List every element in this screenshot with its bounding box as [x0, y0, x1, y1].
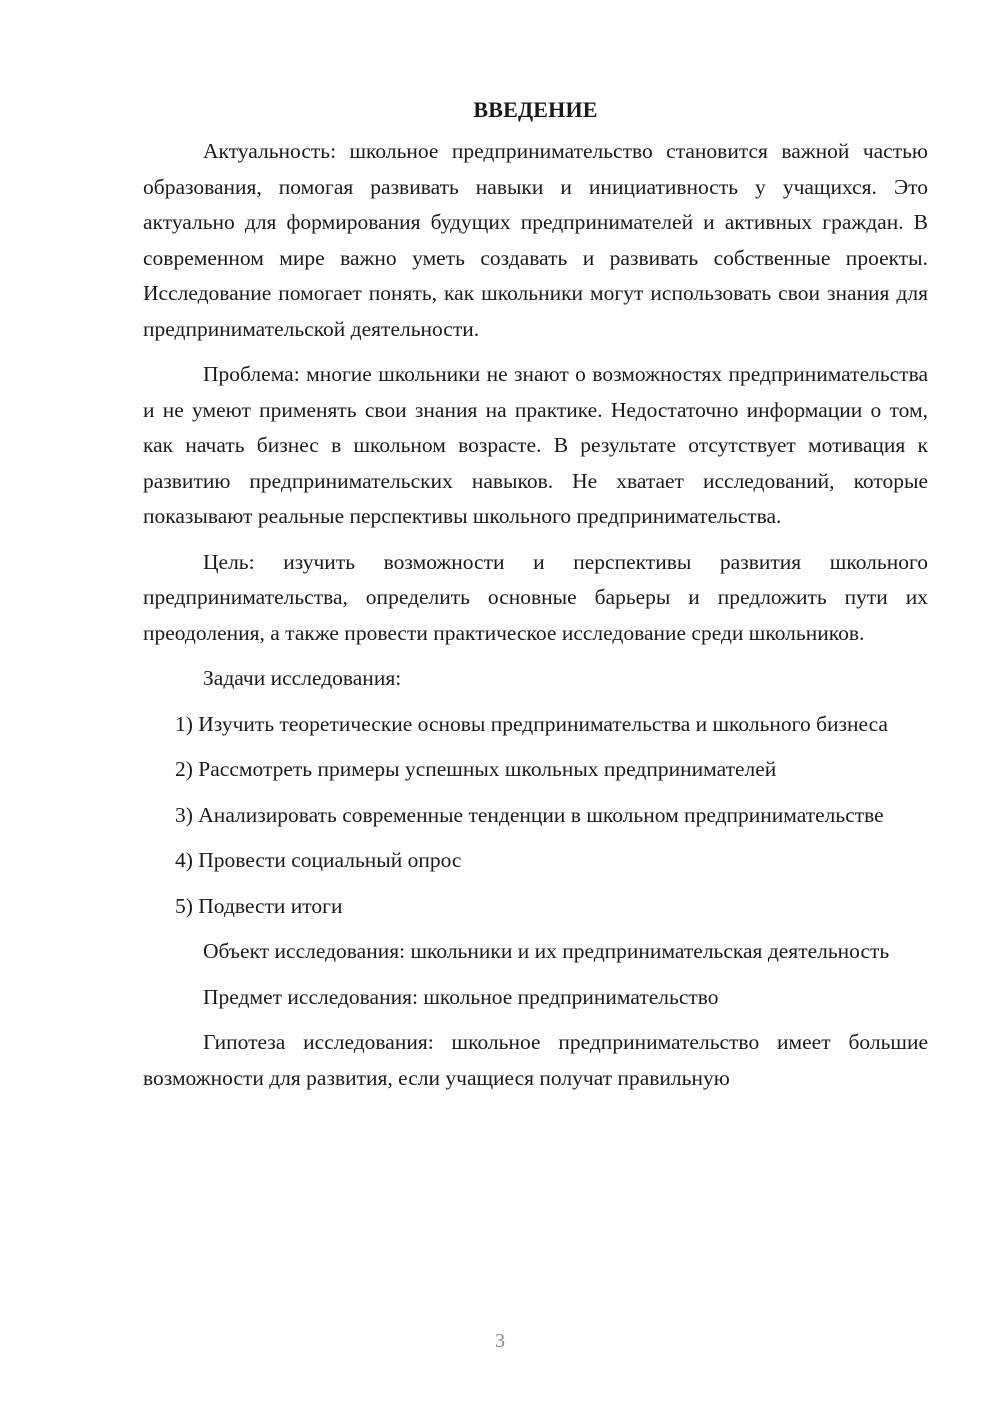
problem-paragraph: Проблема: многие школьники не знают о возможностях предпринимательства и не умеют применять свои знания на практике. Недостаточно информации о том, как начать бизнес в школьном возрасте. В результате отсутствует мотивация к развитию предпринимательских навыков. Не хватает исследований, которые показывают реальные перспективы школьного предпринимательства.	[143, 362, 928, 528]
relevance-paragraph: Актуальность: школьное предпринимательство становится важной частью образования, помогая развивать навыки и инициативность у учащихся. Это актуально для формирования будущих предпринимателей и активных граждан. В современном мире важно уметь создавать и развивать собственные проекты. Исследование помогает понять, как школьники могут использовать свои знания для предпринимательской деятельности.	[143, 139, 928, 341]
page-title: ВВЕДЕНИЕ	[473, 97, 598, 122]
goal-paragraph: Цель: изучить возможности и перспективы развития школьного предпринимательства, определить основные барьеры и предложить пути их преодоления, а также провести практическое исследование среди школьников.	[143, 549, 928, 645]
task-item-4: 4) Провести социальный опрос	[175, 848, 462, 872]
page-number: 3	[495, 1330, 505, 1352]
object-paragraph: Объект исследования: школьники и их предпринимательская деятельность	[203, 939, 890, 963]
document-page	[143, 88, 928, 1106]
subject-paragraph: Предмет исследования: школьное предпринимательство	[203, 984, 719, 1009]
task-item-5: 5) Подвести итоги	[175, 893, 343, 918]
hypothesis-paragraph: Гипотеза исследования: школьное предпринимательство имеет большие возможности для развития, если учащиеся получат правильную	[143, 1030, 928, 1090]
task-item-1: 1) Изучить теоретические основы предпринимательства и школьного бизнеса	[175, 711, 888, 736]
task-item-2: 2) Рассмотреть примеры успешных школьных предпринимателей	[175, 757, 777, 781]
tasks-heading: Задачи исследования:	[203, 666, 402, 690]
task-item-3: 3) Анализировать современные тенденции в школьном предпринимательстве	[175, 802, 884, 827]
